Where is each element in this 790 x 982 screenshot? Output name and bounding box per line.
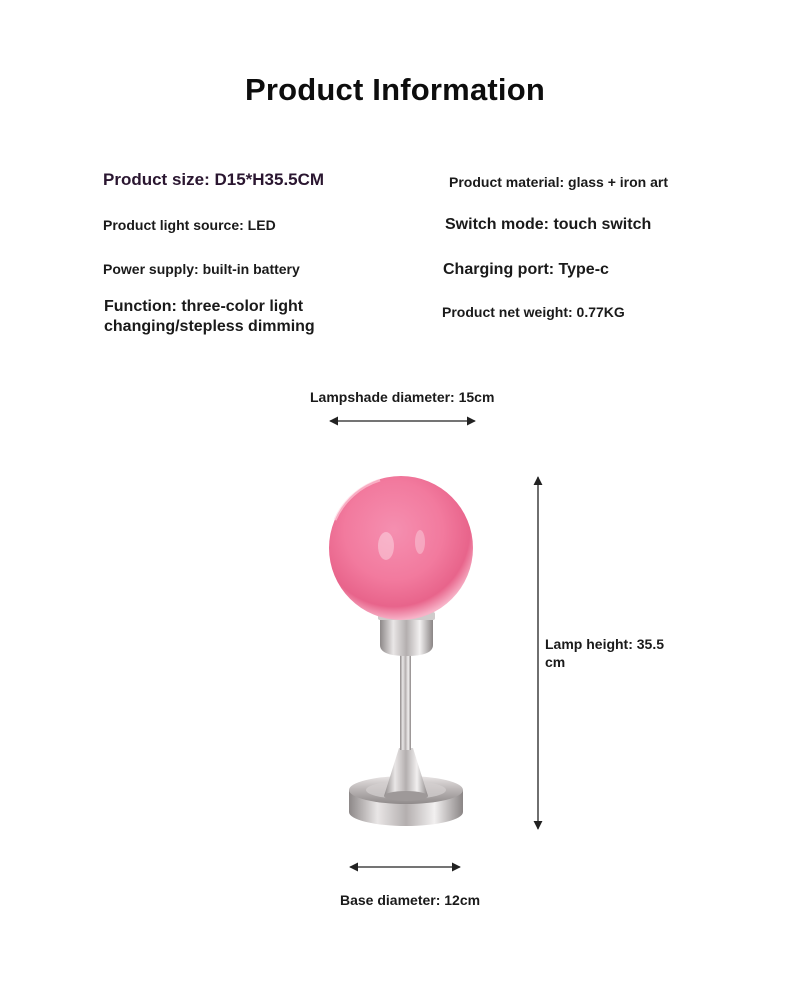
spec-charging-port: Charging port: Type-c [443,261,609,278]
spec-light-source: Product light source: LED [103,217,276,233]
lamp-stem [400,648,411,750]
page-title: Product Information [244,72,545,107]
lamp-height-label-line1: Lamp height: 35.5 [545,636,665,652]
lamp-globe [329,476,473,620]
base-diameter-label: Base diameter: 12cm [340,892,481,908]
spec-switch-mode: Switch mode: touch switch [445,216,652,233]
lamp-cone-foot [384,791,428,801]
lampshade-diameter-label: Lampshade diameter: 15cm [310,389,495,405]
lamp-socket [380,615,433,656]
lamp-height-label-line2: cm [545,654,566,670]
spec-function-line1: Function: three-color light [104,298,304,315]
spec-net-weight: Product net weight: 0.77KG [442,304,625,320]
lamp-cone [384,748,428,796]
spec-power-supply: Power supply: built-in battery [103,261,300,277]
spec-function-line2: changing/stepless dimming [104,318,315,335]
spec-product-size: Product size: D15*H35.5CM [103,170,325,189]
spec-product-material: Product material: glass + iron art [449,174,669,190]
